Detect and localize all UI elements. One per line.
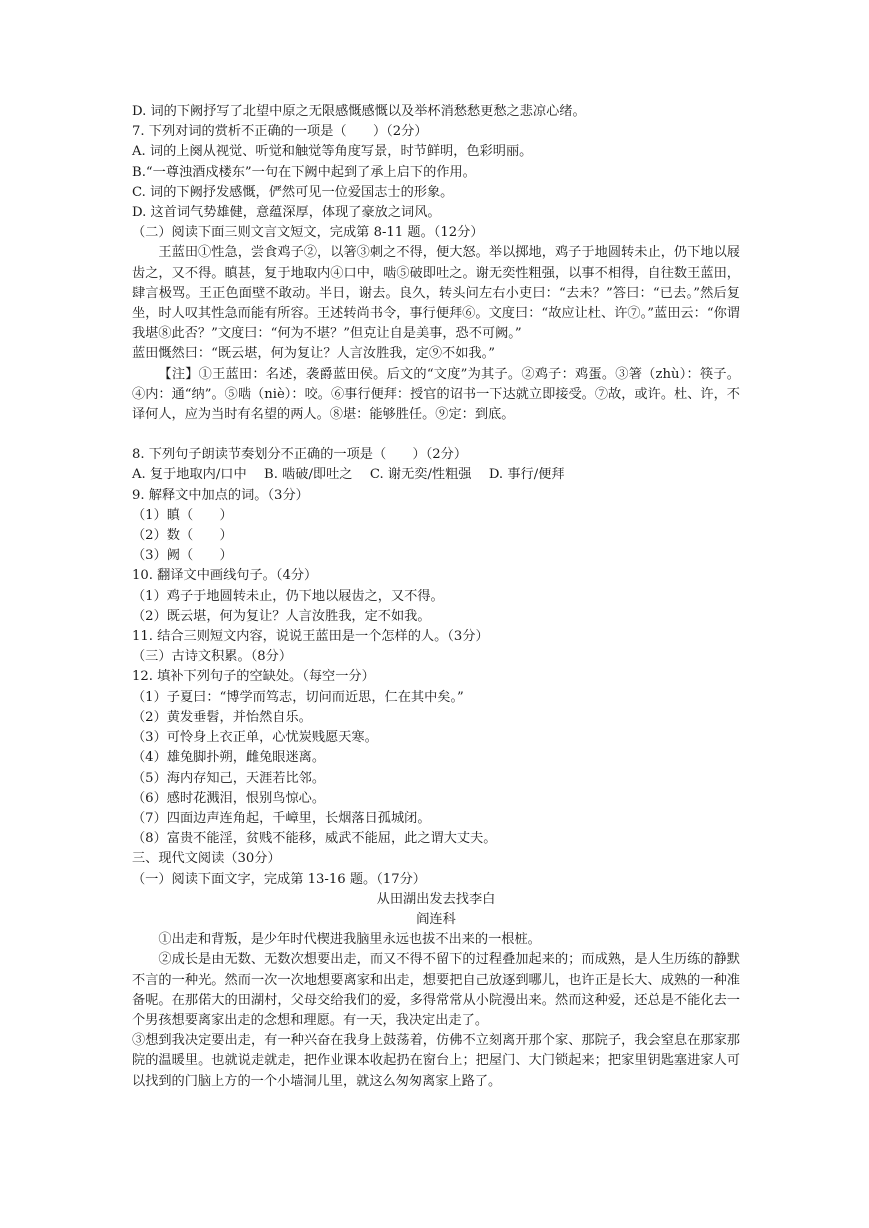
section-heading: （一）阅读下面文字，完成第 13-16 题。（17分） bbox=[132, 871, 426, 887]
question-11: 11. 结合三则短文内容，说说王蓝田是一个怎样的人。（3分） bbox=[132, 629, 489, 645]
section-heading: （三）古诗文积累。（8分） bbox=[132, 649, 293, 665]
question-8: 8. 下列句子朗读节奏划分不正确的一项是（ ）（2分） bbox=[132, 447, 468, 463]
article-paragraph-2: ②成长是由无数、无数次想要出走，而又不得不留下的过程叠加起来的；而成熟，是人生历练的静默不言的一种光。然而一次一次地想要离家和出走，想要把自己放逐到哪儿，也许正是长大、成熟的一种准备呢。在那偌大的田湖村，父母交给我们的爱，多得常常从小院漫出来。然而这种爱，还总是不能化去一个男孩想要离家出走的念想和理愿。有一天，我决定出走了。 bbox=[132, 952, 740, 1028]
question-12: 12. 填补下列句子的空缺处。（每空一分） bbox=[132, 669, 375, 685]
question-9-item-2: （2）数（ ） bbox=[132, 528, 233, 544]
classical-passage-end: 蓝田慨然曰：“既云堪，何为复让？人言汝胜我，定⑨不如我。” bbox=[132, 346, 495, 362]
article-title: 从田湖出发去找李白 bbox=[376, 891, 496, 907]
option-c: C. 词的下阙抒发感慨，俨然可见一位爱国志士的形象。 bbox=[132, 184, 454, 200]
question-9-item-3: （3）阙（ ） bbox=[132, 548, 233, 564]
article-author: 阎连科 bbox=[416, 911, 456, 927]
question-12-item-7: （7）四面边声连角起，千嶂里，长烟落日孤城闭。 bbox=[132, 810, 431, 826]
question-12-item-5: （5）海内存知己，天涯若比邻。 bbox=[132, 770, 326, 786]
question-10: 10. 翻译文中画线句子。（4分） bbox=[132, 568, 318, 584]
section-heading: （二）阅读下面三则文言文短文，完成第 8-11 题。（12分） bbox=[132, 225, 484, 241]
option-d: D. 这首词气势雄健，意蕴深厚，体现了豪放之词风。 bbox=[132, 205, 441, 221]
article-paragraph-3: ③想到我决定要出走，有一种兴奋在我身上鼓荡着，仿佛不立刻离开那个家、那院子，我会窒息在那家那院的温暖里。也就说走就走，把作业课本收起扔在窗台上；把屋门、大门锁起来；把家里钥匙塞进家人可以找到的门脑上方的一个小墙洞儿里，就这么匆匆离家上路了。 bbox=[132, 1033, 740, 1089]
document-page bbox=[132, 102, 740, 1092]
text-line: D. 词的下阙抒写了北望中原之无限感慨感慨以及举杯消愁愁更愁之悲凉心绪。 bbox=[132, 104, 586, 119]
question-10-item-1: （1）鸡子于地圆转未止，仍下地以屐齿之，又不得。 bbox=[132, 588, 444, 604]
question-10-item-2: （2）既云堪，何为复让？人言汝胜我，定不如我。 bbox=[132, 608, 431, 624]
question-12-item-8: （8）富贵不能淫，贫贱不能移，威武不能屈，此之谓大丈夫。 bbox=[132, 831, 497, 847]
question-12-item-4: （4）雄兔脚扑朔，雌兔眼迷离。 bbox=[132, 750, 326, 766]
question-9: 9. 解释文中加点的词。（3分） bbox=[132, 487, 309, 503]
classical-passage: 王蓝田①性急，尝食鸡子②，以箸③刺之不得，便大怒。举以掷地，鸡子于地圆转未止，仍下地以屐齿之，又不得。瞋甚，复于地取内④口中，啮⑤破即吐之。谢无奕性粗强，以事不相得，自往数王蓝田，肆言极骂。王正色面壁不敢动。半日，谢去。良久，转头问左右小吏曰：“去未？”答曰：“已去。”然后复坐，时人叹其性急而能有所容。王述转尚书令，事行便拜⑥。文度曰：“故应让杜、许⑦。”蓝田云：“你谓我堪⑧此否？”文度曰：“何为不堪？”但克让自是美事，恐不可阙。” bbox=[132, 245, 740, 342]
question-7: 7. 下列对词的赏析不正确的一项是（ ）（2分） bbox=[132, 124, 428, 140]
option-a: A. 词的上阕从视觉、听觉和触觉等角度写景，时节鲜明，色彩明丽。 bbox=[132, 144, 533, 160]
annotation-note: 【注】①王蓝田：名述，袭爵蓝田侯。后文的“文度”为其子。②鸡子：鸡蛋。③箸（zhù）：筷子。④内：通“纳”。⑤啮（niè）：咬。⑥事行便拜：授官的诏书一下达就立即接受。⑦故，或许。杜、许，不译何人，应为当时有名望的两人。⑧堪：能够胜任。⑨定：到底。 bbox=[132, 366, 740, 423]
option-b: B.“一尊浊酒戍楼东”一句在下阙中起到了承上启下的作用。 bbox=[132, 164, 476, 180]
question-8-options: A. 复于地取内/口中 B. 啮破/即吐之 C. 谢无奕/性粗强 D. 事行/便拜 bbox=[132, 467, 565, 483]
question-12-item-1: （1）子夏曰：“博学而笃志，切问而近思，仁在其中矣。” bbox=[132, 689, 464, 705]
spacer bbox=[132, 425, 740, 445]
question-9-item-1: （1）瞋（ ） bbox=[132, 507, 233, 523]
question-12-item-2: （2）黄发垂髫，并怡然自乐。 bbox=[132, 709, 312, 725]
article-paragraph-1: ①出走和背叛，是少年时代楔进我脑里永远也拔不出来的一根桩。 bbox=[158, 932, 541, 948]
question-12-item-3: （3）可怜身上衣正单，心忧炭贱愿天寒。 bbox=[132, 730, 378, 746]
section-heading: 三、现代文阅读（30分） bbox=[132, 851, 281, 867]
question-12-item-6: （6）感时花溅泪，恨别鸟惊心。 bbox=[132, 790, 326, 806]
